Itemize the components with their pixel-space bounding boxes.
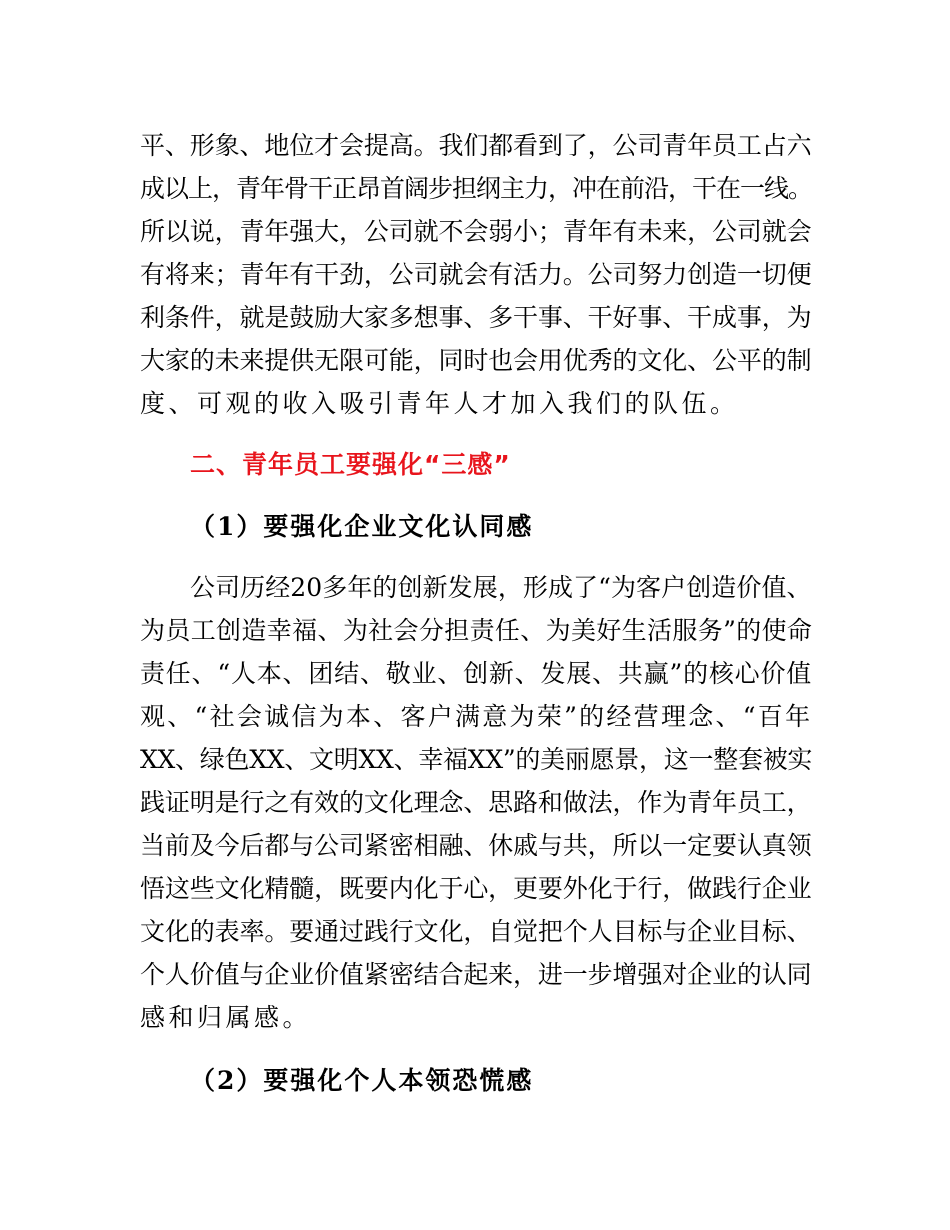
paragraph-1-line-1: 平、形象、地位才会提高。我们都看到了，公司青年员工占六 [140, 131, 812, 160]
paragraph-1-line-5: 利条件，就是鼓励大家多想事、多干事、干好事、干成事，为 [140, 303, 812, 332]
section-heading: 二、青年员工要强化“三感” [190, 450, 511, 479]
paragraph-1-line-7: 度、可观的收入吸引青年人才加入我们的队伍。 [140, 389, 739, 418]
subsection-1-title: （1）要强化企业文化认同感 [190, 512, 534, 541]
paragraph-2-line-5: XX、绿色XX、文明XX、幸福XX”的美丽愿景，这一整套被实 [140, 745, 813, 774]
paragraph-2-line-6: 践证明是行之有效的文化理念、思路和做法，作为青年员工， [140, 788, 812, 817]
paragraph-1-line-3: 所以说，青年强大，公司就不会弱小；青年有未来，公司就会 [140, 217, 812, 246]
paragraph-2-line-4: 观、“社会诚信为本、客户满意为荣”的经营理念、“百年 [140, 702, 813, 731]
paragraph-2-line-8: 悟这些文化精髓，既要内化于心，更要外化于行，做践行企业 [140, 874, 812, 903]
paragraph-2-line-3: 责任、“人本、团结、敬业、创新、发展、共赢”的核心价值 [140, 659, 813, 688]
paragraph-1-line-4: 有将来；青年有干劲，公司就会有活力。公司努力创造一切便 [140, 260, 812, 289]
subsection-2-title: （2）要强化个人本领恐慌感 [190, 1066, 534, 1095]
paragraph-2-line-11: 感和归属感。 [140, 1003, 312, 1032]
paragraph-2-line-10: 个人价值与企业价值紧密结合起来，进一步增强对企业的认同 [140, 960, 812, 989]
paragraph-2-line-2: 为员工创造幸福、为社会分担责任、为美好生活服务”的使命 [140, 616, 813, 645]
paragraph-2-line-1: 公司历经20多年的创新发展，形成了“为客户创造价值、 [190, 573, 812, 602]
paragraph-2-line-9: 文化的表率。要通过践行文化，自觉把个人目标与企业目标、 [140, 917, 812, 946]
paragraph-1-line-2: 成以上，青年骨干正昂首阔步担纲主力，冲在前沿，干在一线。 [140, 174, 813, 203]
paragraph-2-line-7: 当前及今后都与公司紧密相融、休戚与共，所以一定要认真领 [140, 831, 812, 860]
paragraph-1-line-6: 大家的未来提供无限可能，同时也会用优秀的文化、公平的制 [140, 346, 812, 375]
